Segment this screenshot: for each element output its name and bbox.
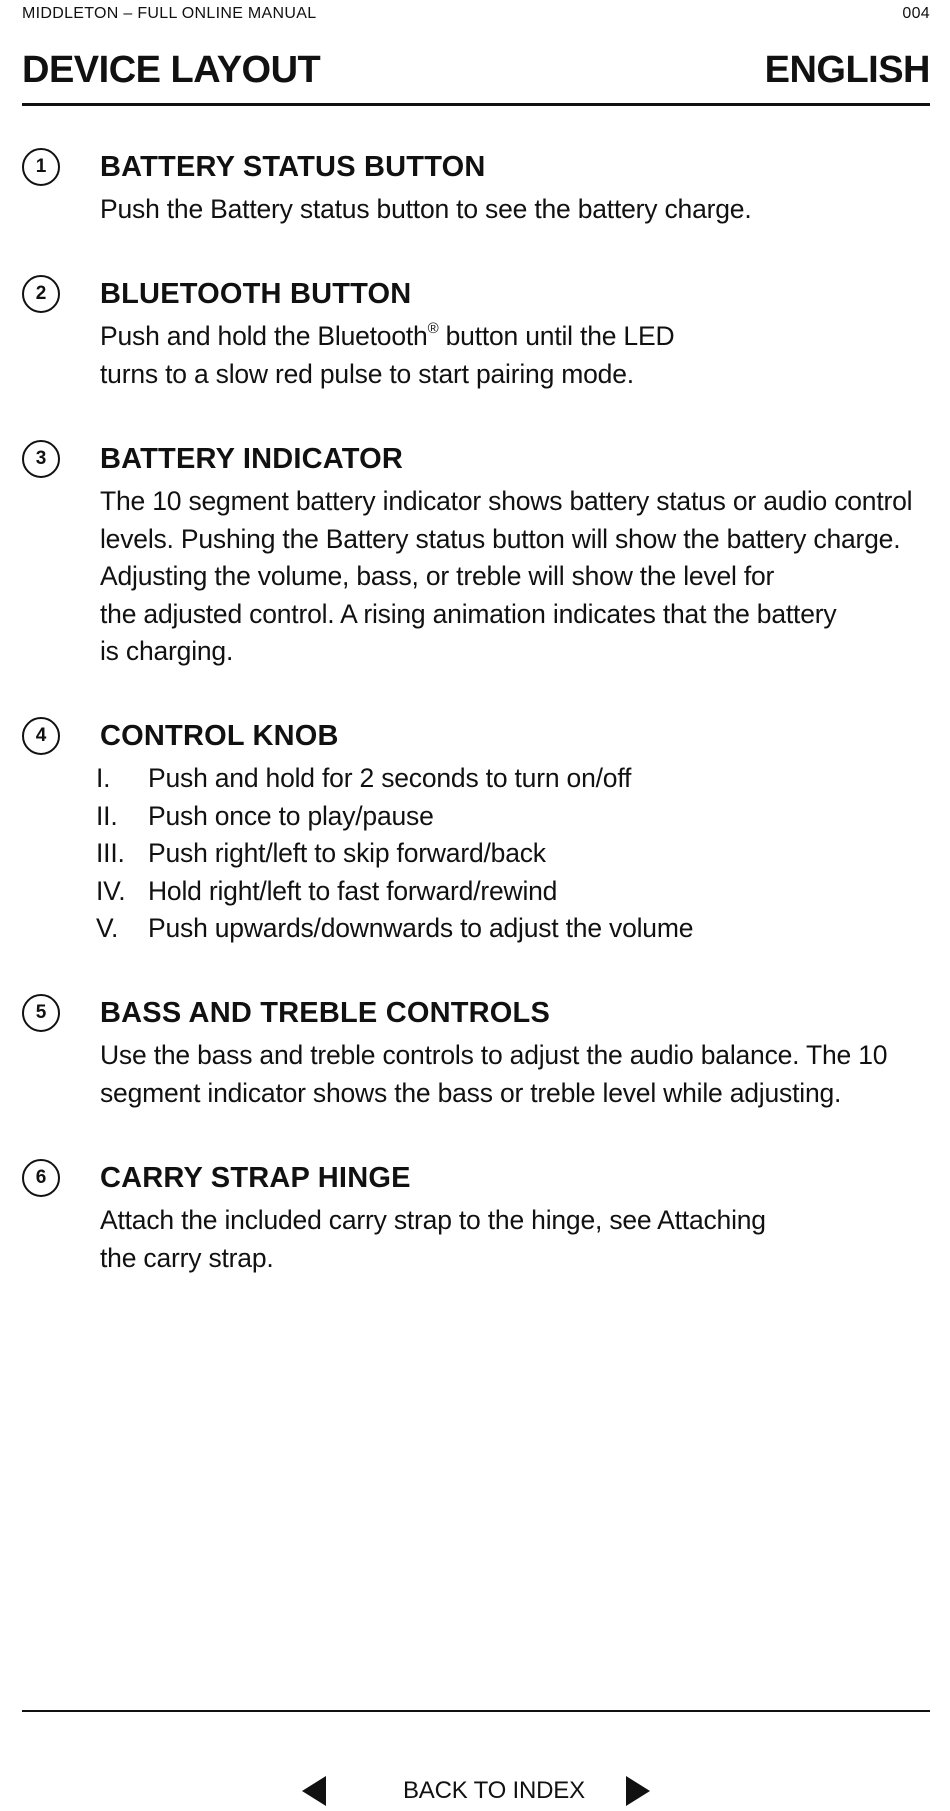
list-item [96, 835, 693, 873]
body-line: The 10 segment battery indicator shows battery status or audio control [100, 486, 913, 516]
section-body [100, 483, 912, 671]
section-number-badge: 1 [22, 148, 60, 186]
header-divider [22, 103, 930, 106]
list-text: Push once to play/pause [148, 800, 434, 831]
section-heading: CONTROL KNOB [100, 720, 339, 752]
body-line: Use the bass and treble controls to adjust the audio balance. The 10 [100, 1040, 888, 1070]
list-text: Push upwards/downwards to adjust the volume [148, 913, 694, 943]
list-numeral: III. [96, 838, 125, 868]
section-heading: BATTERY INDICATOR [100, 443, 404, 475]
section-body [100, 191, 752, 229]
section-heading: CARRY STRAP HINGE [100, 1162, 411, 1194]
list-item [96, 873, 693, 911]
body-line: segment indicator shows the bass or treble level while adjusting. [100, 1077, 842, 1108]
control-knob-list [96, 760, 693, 948]
back-to-index-link[interactable]: BACK TO INDEX [403, 1777, 585, 1804]
registered-mark: ® [427, 320, 439, 337]
section-body [100, 1037, 887, 1112]
section-heading: BLUETOOTH BUTTON [100, 278, 412, 310]
list-text: Push right/left to skip forward/back [148, 838, 546, 868]
list-item [96, 760, 693, 798]
section-number-badge: 5 [22, 994, 60, 1032]
section-body [100, 1202, 766, 1277]
page-title: DEVICE LAYOUT [22, 48, 321, 91]
list-numeral: II. [96, 800, 118, 831]
list-item [96, 910, 693, 948]
language-label: ENGLISH [764, 48, 930, 91]
page-header [22, 4, 930, 24]
body-text: Push and hold the Bluetooth [100, 321, 428, 351]
body-line: the adjusted control. A rising animation indicates that the battery [100, 598, 837, 629]
section-heading: BASS AND TREBLE CONTROLS [100, 997, 551, 1029]
section-heading: BATTERY STATUS BUTTON [100, 151, 486, 183]
footer-navigation [0, 1772, 950, 1808]
body-line [100, 318, 674, 356]
page-number: 004 [902, 5, 930, 22]
body-line: levels. Pushing the Battery status button will show the battery charge. [100, 523, 901, 554]
body-line: Push the Battery status button to see the battery charge. [100, 194, 752, 224]
body-line: Attach the included carry strap to the hinge, see Attaching [100, 1205, 766, 1235]
triangle-right-icon [626, 1776, 650, 1806]
previous-page-button[interactable] [302, 1776, 326, 1806]
body-text: button until the LED [438, 321, 675, 351]
section-number-badge: 4 [22, 717, 60, 755]
list-text: Hold right/left to fast forward/rewind [148, 875, 558, 906]
list-text: Push and hold for 2 seconds to turn on/off [148, 763, 632, 793]
triangle-left-icon [302, 1776, 326, 1806]
section-number-badge: 3 [22, 440, 60, 478]
body-line: turns to a slow red pulse to start pairing mode. [100, 358, 634, 389]
list-numeral: I. [96, 763, 111, 793]
page-title-row [22, 46, 930, 94]
body-line: is charging. [100, 636, 234, 666]
list-numeral: V. [96, 913, 119, 943]
section-number-badge: 6 [22, 1159, 60, 1197]
footer-divider [22, 1710, 930, 1712]
list-numeral: IV. [96, 875, 126, 906]
section-number-badge: 2 [22, 275, 60, 313]
section-body [100, 318, 674, 393]
body-line: Adjusting the volume, bass, or treble will show the level for [100, 561, 775, 591]
next-page-button[interactable] [626, 1776, 650, 1806]
body-line: the carry strap. [100, 1242, 274, 1273]
list-item [96, 798, 693, 836]
manual-title: MIDDLETON – FULL ONLINE MANUAL [22, 5, 317, 22]
